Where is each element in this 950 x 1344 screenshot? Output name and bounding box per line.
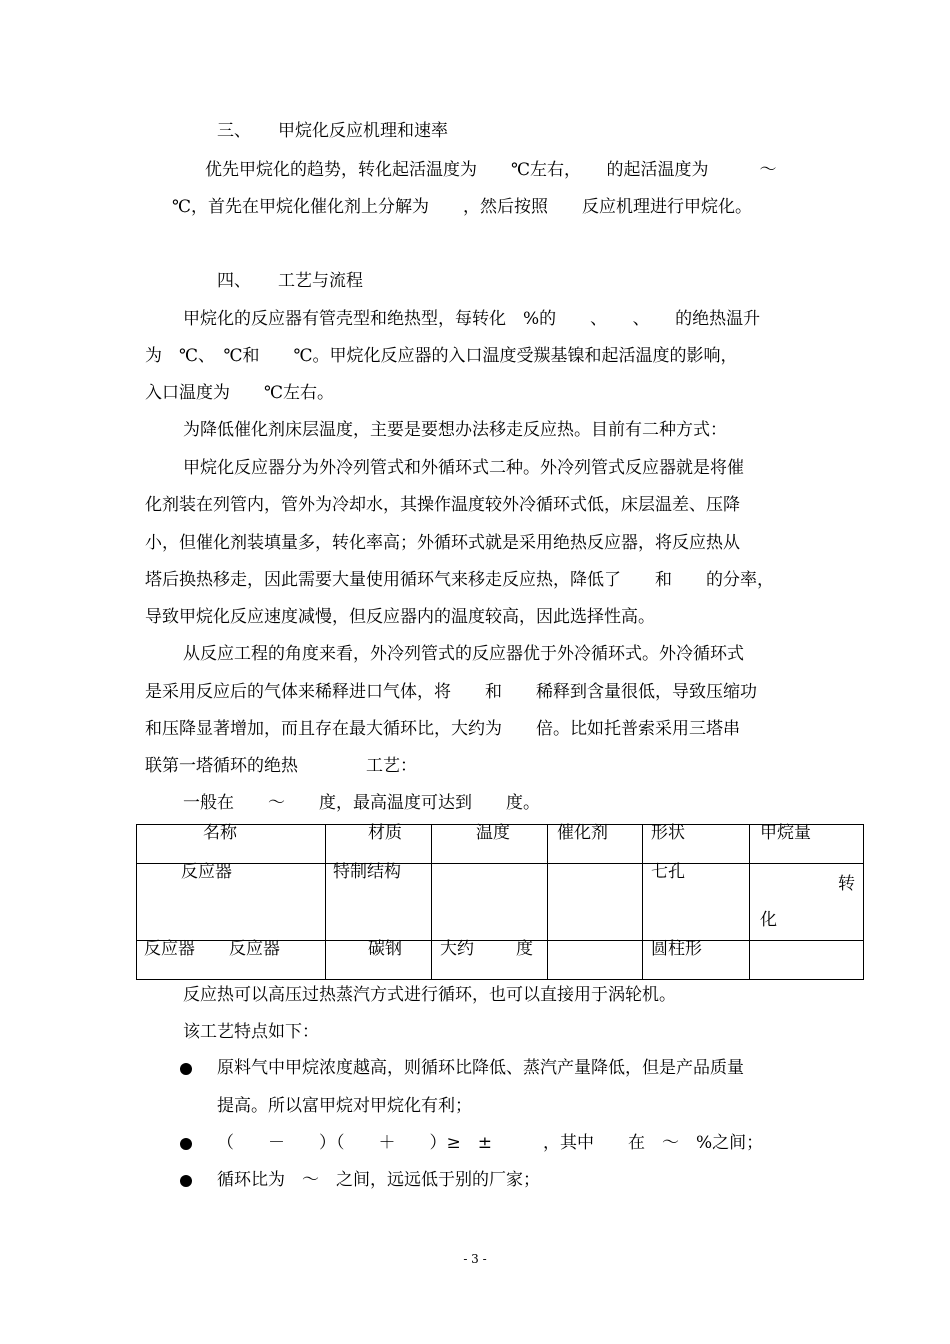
table-cell (548, 864, 643, 941)
paragraph-line: 导致甲烷化反应速度减慢，但反应器内的温度较高，因此选择性高。 (145, 607, 655, 627)
table-cell (432, 864, 548, 941)
paragraph-line: 为 ℃、 ℃和 ℃。甲烷化反应器的入口温度受羰基镍和起活温度的影响， (145, 346, 738, 366)
section-3-heading: 甲烷化反应机理和速率 (278, 121, 448, 141)
paragraph-line: 甲烷化的反应器有管壳型和绝热型，每转化 %的 、 、 的绝热温升 (183, 309, 761, 329)
table-cell: 碳钢 (326, 941, 432, 980)
paragraph-line: ℃，首先在甲烷化催化剂上分解为 ，然后按照 反应机理进行甲烷化。 (172, 197, 753, 217)
temp-prefix: 大约 (440, 939, 474, 959)
section-3-number: 三、 (217, 121, 251, 141)
paragraph-line: 塔后换热移走，因此需要大量使用循环气来移走反应热，降低了 和 的分率， (145, 570, 774, 590)
table-header-row (137, 825, 864, 864)
paragraph-line: 反应热可以高压过热蒸汽方式进行循环，也可以直接用于涡轮机。 (183, 985, 676, 1005)
table-cell: 反应器 (137, 864, 326, 941)
paragraph-line: 为降低催化剂床层温度，主要是要想办法移走反应热。目前有二种方式： (183, 420, 727, 440)
table-cell: 圆柱形 (643, 941, 750, 980)
bullet-line: 循环比为 ～ 之间，远远低于别的厂家； (217, 1170, 540, 1190)
reactor-label: 反应器 (229, 939, 280, 959)
table-cell (548, 941, 643, 980)
paragraph-line: 入口温度为 ℃左右。 (145, 383, 335, 403)
paragraph-line: 甲烷化反应器分为外冷列管式和外循环式二种。外冷列管式反应器就是将催 (183, 458, 744, 478)
bullet-line: 原料气中甲烷浓度越高，则循环比降低、蒸汽产量降低，但是产品质量 (217, 1058, 744, 1078)
paragraph-line: 和压降显著增加，而且存在最大循环比，大约为 倍。比如托普索采用三塔串 (145, 719, 740, 739)
header-cell: 形状 (643, 825, 750, 864)
header-cell: 催化剂 (548, 825, 643, 864)
paragraph-line: 优先甲烷化的趋势，转化起活温度为 ℃左右， 的起活温度为 ～ (205, 160, 777, 180)
paragraph-line: 该工艺特点如下： (183, 1022, 319, 1042)
table-cell (750, 941, 864, 980)
header-cell: 材质 (326, 825, 432, 864)
paragraph-line: 化剂装在列管内，管外为冷却水，其操作温度较外冷循环式低，床层温差、压降 (145, 495, 740, 515)
paragraph-line: 联第一塔循环的绝热 工艺： (145, 756, 417, 776)
methane-text-part: 化 (760, 910, 777, 930)
methane-text-part: 转 (838, 874, 855, 894)
table-cell (432, 941, 548, 980)
reactor-label: 反应器 (144, 939, 195, 959)
section-4-heading: 工艺与流程 (278, 271, 363, 291)
table-cell (750, 864, 864, 941)
table-cell: 七孔 (643, 864, 750, 941)
table-row (137, 864, 864, 941)
paragraph-line: 是采用反应后的气体来稀释进口气体，将 和 稀释到含量很低，导致压缩功 (145, 682, 757, 702)
page-number: - 3 - (463, 1252, 487, 1266)
table-cell: 特制结构 (326, 864, 432, 941)
bullet-icon (180, 1138, 192, 1150)
bullet-icon (180, 1063, 192, 1075)
header-cell: 温度 (432, 825, 548, 864)
bullet-line: 提高。所以富甲烷对甲烷化有利； (217, 1096, 472, 1116)
paragraph-line: 小，但催化剂装填量多，转化率高；外循环式就是采用绝热反应器，将反应热从 (145, 533, 740, 553)
temp-unit: 度 (516, 939, 533, 959)
paragraph-line: 从反应工程的角度来看，外冷列管式的反应器优于外冷循环式。外冷循环式 (183, 644, 744, 664)
bullet-line: （ － ）（ ＋ ）≥ ± ，其中 在 ～ %之间； (217, 1133, 764, 1153)
reactor-table (136, 824, 864, 980)
bullet-icon (180, 1175, 192, 1187)
header-cell: 甲烷量 (750, 825, 864, 864)
paragraph-line: 一般在 ～ 度，最高温度可达到 度。 (183, 793, 540, 813)
header-cell: 名称 (137, 825, 326, 864)
table-row (137, 941, 864, 980)
section-4-number: 四、 (217, 271, 251, 291)
table-cell (137, 941, 326, 980)
